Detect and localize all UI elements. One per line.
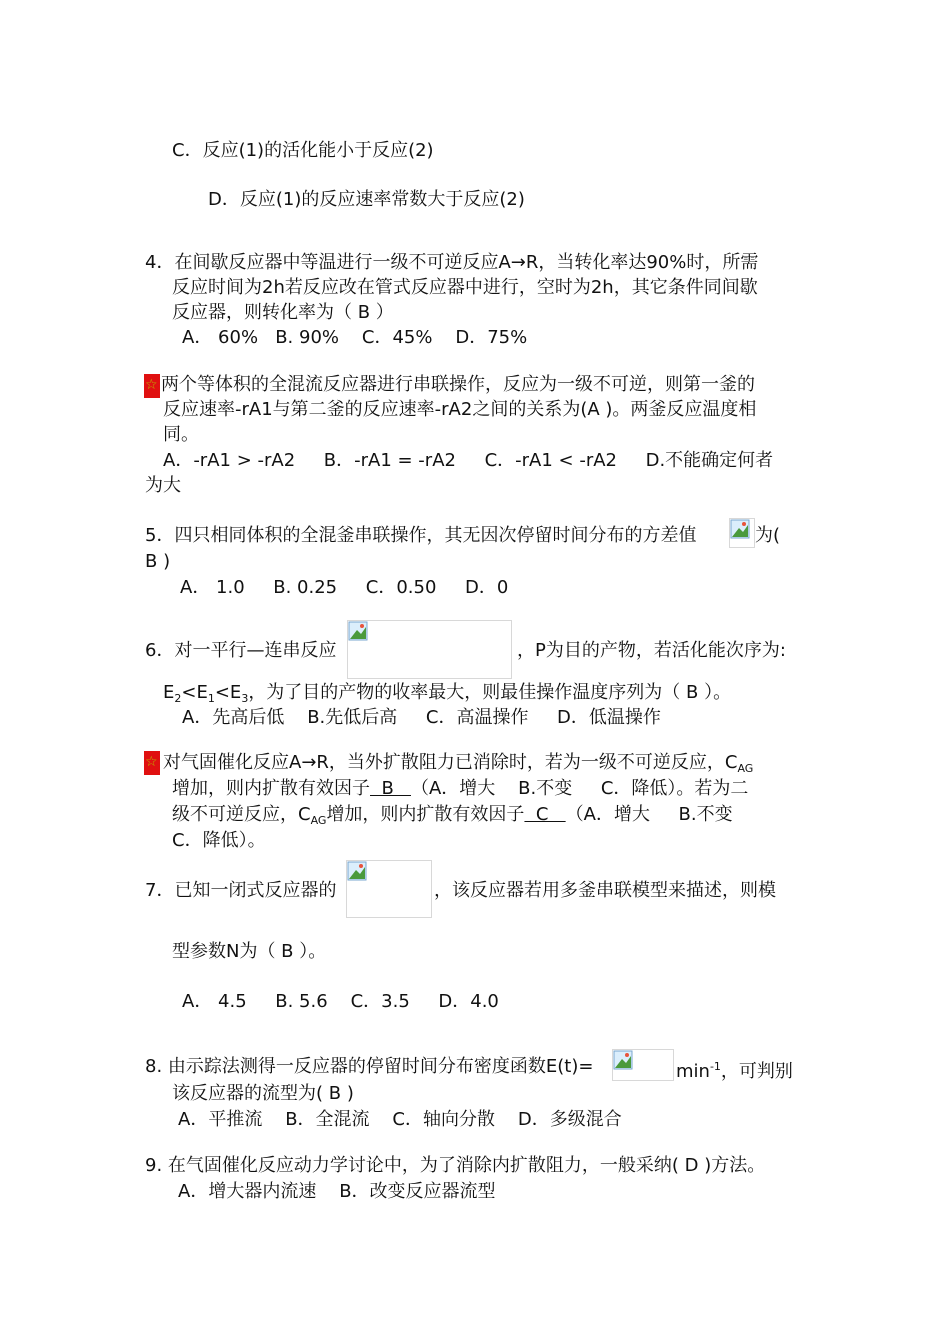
q8-line-1a: 8. 由示踪法测得一反应器的停留时间分布密度函数E(t)= [145,1056,594,1077]
star-q2-line-4: C．降低）。 [172,830,266,851]
q3-option-c: C．反应(1)的活化能小于反应(2) [172,140,434,161]
q6-options: A．先高后低 B.先低后高 C．高温操作 D．低温操作 [182,707,661,728]
rtd-formula-image [346,860,432,918]
q5-line-1a: 5．四只相同体积的全混釜串联操作，其无因次停留时间分布的方差值 [145,525,697,546]
star-icon [144,374,160,398]
broken-image-icon [730,519,750,539]
star-q2-line-2: 增加，则内扩散有效因子 B （A．增大 B.不变 C．降低）。若为二 [172,778,749,799]
q5-options: A． 1.0 B. 0.25 C．0.50 D．0 [180,577,509,598]
star-q2-line-3: 级不可逆反应，$C_{AG}$增加，则内扩散有效因子 C （A．增大 B.不变 [172,804,733,827]
q4-options: A． 60% B. 90% C．45% D．75% [182,327,528,348]
answer-blank: B [370,778,411,799]
star-q1-line-1: 两个等体积的全混流反应器进行串联操作，反应为一级不可逆，则第一釜的 [161,374,755,395]
broken-image-icon [613,1050,633,1070]
reaction-scheme-image [347,620,512,679]
q5-line-2: B ) [145,551,171,572]
q9-line-1: 9. 在气固催化反应动力学讨论中，为了消除内扩散阻力，一般采纳( D )方法。 [145,1155,766,1176]
q8-line-1b: $\min^{-1}$，可判别 [676,1060,793,1082]
q7-line-1a: 7．已知一闭式反应器的 [145,880,337,901]
broken-image-icon [348,621,368,641]
q4-line-3: 反应器，则转化率为（ B ） [172,302,394,323]
star-q1-options-cont: 为大 [145,475,181,496]
star-icon [144,751,160,775]
star-q1-line-2: 反应速率-rA1与第二釜的反应速率-rA2之间的关系为(A )。两釜反应温度相 [163,399,757,420]
q6-line-1a: 6．对一平行—连串反应 [145,640,337,661]
q7-line-1b: ，该反应器若用多釜串联模型来描述，则模 [434,880,776,901]
q4-line-2: 反应时间为2h若反应改在管式反应器中进行，空时为2h，其它条件同间歇 [172,277,758,298]
star-q1-options: A．-rA1 > -rA2 B．-rA1 = -rA2 C．-rA1 < -rA2 D.不能确定何者 [163,450,774,471]
star-q2-line-1: 对气固催化反应A→R，当外扩散阻力已消除时，若为一级不可逆反应，$C_{AG}$ [163,752,754,775]
q8-line-2: 该反应器的流型为( B ) [172,1083,354,1104]
q7-line-2: 型参数N为（ B ）。 [172,941,327,962]
broken-image-icon [347,861,367,881]
q5-line-1b: 为( [755,525,781,546]
q8-options: A．平推流 B．全混流 C．轴向分散 D．多级混合 [178,1109,622,1130]
star-q1-line-3: 同。 [163,424,199,445]
et-formula-image [612,1049,674,1081]
variance-formula-image [729,518,755,548]
answer-blank: C [524,804,566,825]
q9-options: A．增大器内流速 B．改变反应器流型 [178,1181,496,1202]
q4-line-1: 4．在间歇反应器中等温进行一级不可逆反应A→R，当转化率达90%时，所需 [145,252,759,273]
q7-options: A． 4.5 B. 5.6 C．3.5 D．4.0 [182,991,499,1012]
q6-line-2: $E_2<E_1<E_3$，为了目的产物的收率最大，则最佳操作温度序列为（ B ）。 [163,682,732,705]
q6-line-1b: ，P为目的产物，若活化能次序为: [517,640,786,661]
q3-option-d: D．反应(1)的反应速率常数大于反应(2) [208,189,525,210]
